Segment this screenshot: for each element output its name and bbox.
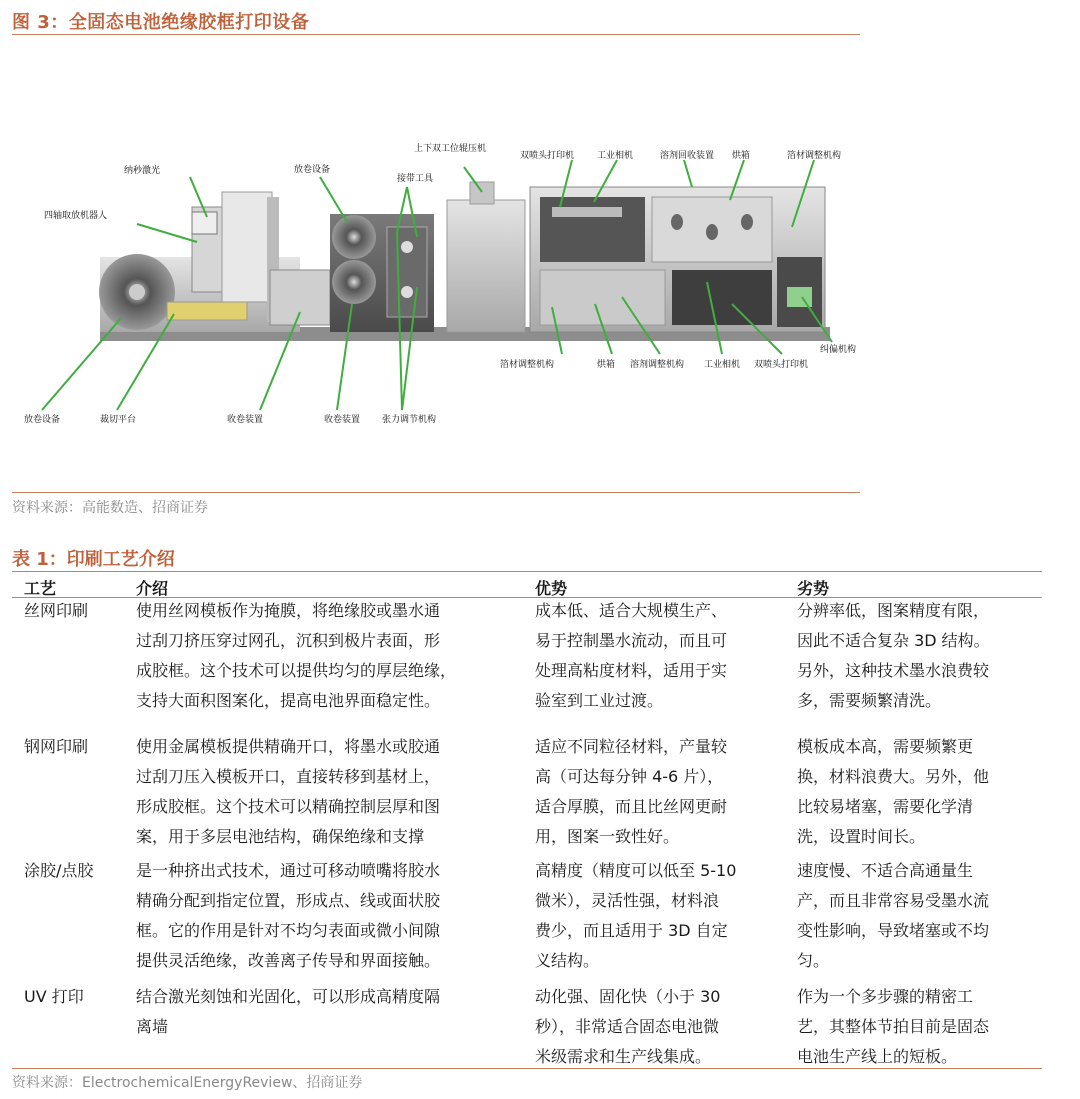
equipment-figure — [12, 42, 860, 492]
row3-intro: 是一种挤出式技术，通过可移动喷嘴将胶水 精确分配到指定位置，形成点、线或面状胶 框。它的作用是针对不均匀表面或微小间隙 提供灵活绝缘，改善离子传导和界面接触。 — [136, 861, 441, 970]
table-source: 资料来源：ElectrochemicalEnergyReview、招商证券 — [12, 1075, 363, 1091]
label-roller-press: 上下双工位辊压机 — [414, 144, 487, 154]
label-four-axis-robot: 四轴取放机器人 — [44, 211, 108, 221]
label-solvent-recovery: 溶剂回收装置 — [660, 151, 715, 161]
table-title: 表 1：印刷工艺介绍 — [12, 549, 175, 570]
label-dual-head-printer: 双喷头打印机 — [520, 151, 575, 161]
label-nano-laser: 纳秒激光 — [124, 166, 161, 176]
figure-title-rule — [12, 34, 860, 35]
row4-cons: 作为一个多步骤的精密工 艺，其整体节拍目前是固态 电池生产线上的短板。 — [797, 987, 990, 1066]
row2-pros: 适应不同粒径材料，产量较 高（可达每分钟 4-6 片）， 适合厚膜，而且比丝网更耐 用，图案一致性好。 — [535, 737, 728, 846]
label-foil-adjust: 箔材调整机构 — [787, 151, 842, 161]
label-dual-head-printer-2: 双喷头打印机 — [754, 360, 809, 370]
label-splice-tool: 接带工具 — [397, 174, 434, 184]
row1-intro: 使用丝网模板作为掩膜，将绝缘胶或墨水通 过刮刀挤压穿过网孔，沉积到极片表面，形 成胶框。这个技术可以提供均匀的厚层绝缘， 支持大面积图案化，提高电池界面稳定性。 — [136, 601, 457, 710]
label-solvent-adjust: 溶剂调整机构 — [630, 360, 685, 370]
row2-process: 钢网印刷 — [24, 737, 89, 756]
row4-intro: 结合激光刻蚀和光固化，可以形成高精度隔 离墙 — [136, 987, 441, 1036]
roller-press — [447, 200, 525, 332]
equipment-diagram — [12, 42, 860, 492]
rewind-roll-bottom — [332, 260, 376, 304]
row3-pros: 高精度（精度可以低至 5-10 微米），灵活性强，材料浪 费少，而且适用于 3D 自定 义结构。 — [535, 861, 737, 970]
row4-process: UV 打印 — [24, 987, 84, 1006]
rewind-roll-top — [332, 215, 376, 259]
label-oven: 烘箱 — [732, 151, 751, 161]
row1-cons: 分辨率低，图案精度有限， 因此不适合复杂 3D 结构。 另外，这种技术墨水浪费较 多，需要频繁清洗。 — [797, 601, 990, 710]
label-cutting-platform: 裁切平台 — [100, 415, 137, 425]
label-industrial-camera: 工业相机 — [597, 151, 634, 161]
label-unwind-device-2: 放卷设备 — [24, 415, 61, 425]
camera-printer-bottom — [672, 270, 772, 325]
label-industrial-camera-2: 工业相机 — [704, 360, 741, 370]
printer-chamber-top — [540, 197, 645, 262]
cutting-platform — [167, 302, 247, 320]
label-correction: 纠偏机构 — [820, 345, 857, 355]
row1-process: 丝网印刷 — [24, 601, 89, 620]
table-top-rule — [12, 571, 1042, 572]
header-intro: 介绍 — [136, 579, 169, 598]
row4-pros: 动化强、固化快（小于 30 秒），非常适合固态电池微 米级需求和生产线集成。 — [535, 987, 721, 1066]
label-tension: 张力调节机构 — [382, 415, 437, 425]
label-oven-2: 烘箱 — [597, 360, 616, 370]
label-unwind-device: 放卷设备 — [294, 165, 331, 175]
table-bottom-rule — [12, 1068, 1042, 1069]
row1-pros: 成本低、适合大规模生产、 易于控制墨水流动，而且可 处理高粘度材料，适用于实 验室到工业过渡。 — [535, 601, 728, 710]
header-process: 工艺 — [24, 579, 57, 598]
row3-process: 涂胶/点胶 — [24, 861, 94, 880]
figure-title: 图 3：全固态电池绝缘胶框打印设备 — [12, 12, 310, 33]
figure-source: 资料来源：高能数造、招商证券 — [12, 500, 208, 516]
row2-intro: 使用金属模板提供精确开口，将墨水或胶通 过刮刀压入模板开口，直接转移到基材上， 形成胶框。这个技术可以精确控制层厚和图 案，用于多层电池结构，确保绝缘和支撑 — [136, 737, 441, 846]
robot-frame — [222, 192, 272, 302]
figure-bottom-rule — [12, 492, 860, 493]
label-rewind-2: 收卷装置 — [324, 415, 361, 425]
header-pros: 优势 — [535, 579, 568, 598]
solvent-module — [540, 270, 665, 325]
row2-cons: 模板成本高，需要频繁更 换，材料浪费大。另外，他 比较易堵塞，需要化学清 洗，设置时间长。 — [797, 737, 990, 846]
rewind-box-1 — [270, 270, 330, 325]
row3-cons: 速度慢、不适合高通量生 产，而且非常容易受墨水流 变性影响，导致堵塞或不均 匀。 — [797, 861, 990, 970]
header-cons: 劣势 — [797, 579, 830, 598]
label-foil-adjust-2: 箔材调整机构 — [500, 360, 555, 370]
label-rewind-1: 收卷装置 — [227, 415, 264, 425]
